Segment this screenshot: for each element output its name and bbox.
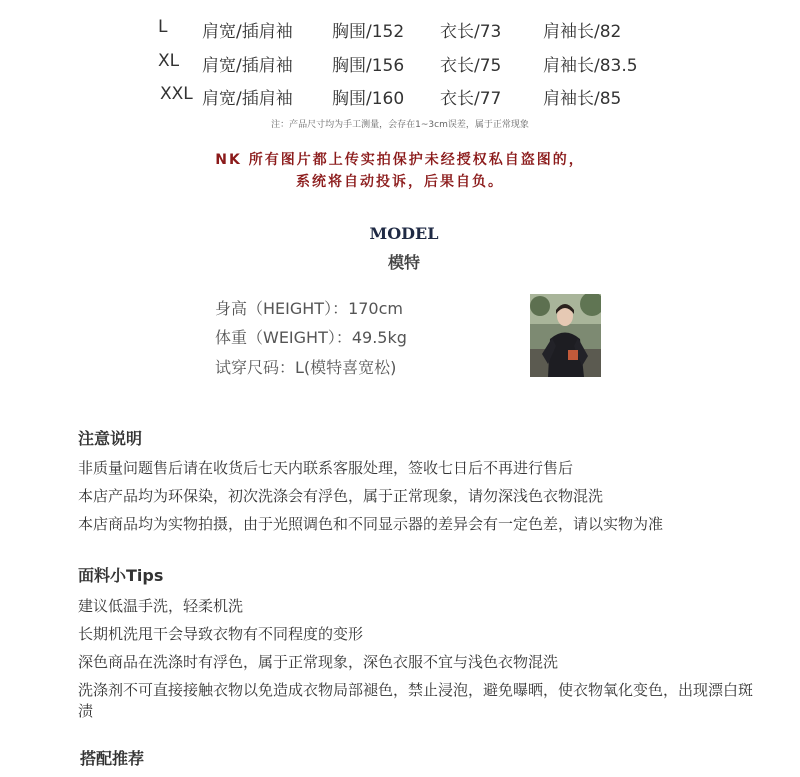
size-label: XL: [158, 51, 180, 71]
model-size-tried: 试穿尺码：L(模特喜宽松): [215, 358, 397, 377]
model-height: 身高（HEIGHT）：170cm: [215, 299, 403, 318]
fabric-tip-line: 建议低温手洗，轻柔机洗: [78, 597, 244, 615]
length-value: 衣长/73: [440, 22, 502, 42]
shoulder-value: 肩宽/插肩袖: [202, 22, 293, 42]
recommend-title: 搭配推荐: [80, 749, 145, 768]
model-title-cn: 模特: [387, 253, 420, 272]
size-label: XXL: [160, 84, 193, 104]
sleeve-value: 肩袖长/85: [543, 89, 622, 109]
notice-line: 本店商品均为实物拍摄，由于光照调色和不同显示器的差异会有一定色差，请以实物为准: [78, 515, 664, 533]
sleeve-value: 肩袖长/83.5: [543, 56, 638, 76]
notice-line: 非质量问题售后请在收货后七天内联系客服处理，签收七日后不再进行售后: [78, 459, 574, 477]
length-value: 衣长/75: [440, 56, 502, 76]
sleeve-value: 肩袖长/82: [543, 22, 622, 42]
notice-title: 注意说明: [78, 429, 143, 448]
size-row-l: [0, 17, 800, 47]
size-row-xl: [0, 51, 800, 81]
chest-value: 胸围/156: [332, 56, 405, 76]
notice-line: 本店产品均为环保染，初次洗涤会有浮色，属于正常现象，请勿深浅色衣物混洗: [78, 487, 604, 505]
fabric-tip-line: 长期机洗甩干会导致衣物有不同程度的变形: [78, 625, 364, 643]
fabric-tips-title: 面料小Tips: [78, 566, 164, 585]
length-value: 衣长/77: [440, 89, 502, 109]
chest-value: 胸围/160: [332, 89, 405, 109]
model-title-en: MODEL: [369, 224, 439, 243]
shoulder-value: 肩宽/插肩袖: [202, 56, 293, 76]
fabric-tip-line: 洗涤剂不可直接接触衣物以免造成衣物局部褪色，禁止浸泡，避免曝晒，使衣物氧化变色，出现漂白斑渍: [78, 681, 754, 720]
size-row-xxl: [0, 84, 800, 114]
shoulder-value: 肩宽/插肩袖: [202, 89, 293, 109]
model-photo: [530, 294, 601, 377]
fabric-tip-line: 深色商品在洗涤时有浮色，属于正常现象，深色衣服不宜与浅色衣物混洗: [78, 653, 559, 671]
model-weight: 体重（WEIGHT）：49.5kg: [215, 328, 407, 347]
size-label: L: [158, 17, 168, 37]
chest-value: 胸围/152: [332, 22, 405, 42]
size-note: 注：产品尺寸均为手工测量，会存在1~3cm误差，属于正常现象: [271, 120, 529, 130]
copyright-warning-line2: 系统将自动投诉，后果自负。: [296, 174, 504, 190]
copyright-warning-line1: NK 所有图片都上传实拍保护未经授权私自盗图的，: [215, 152, 585, 168]
